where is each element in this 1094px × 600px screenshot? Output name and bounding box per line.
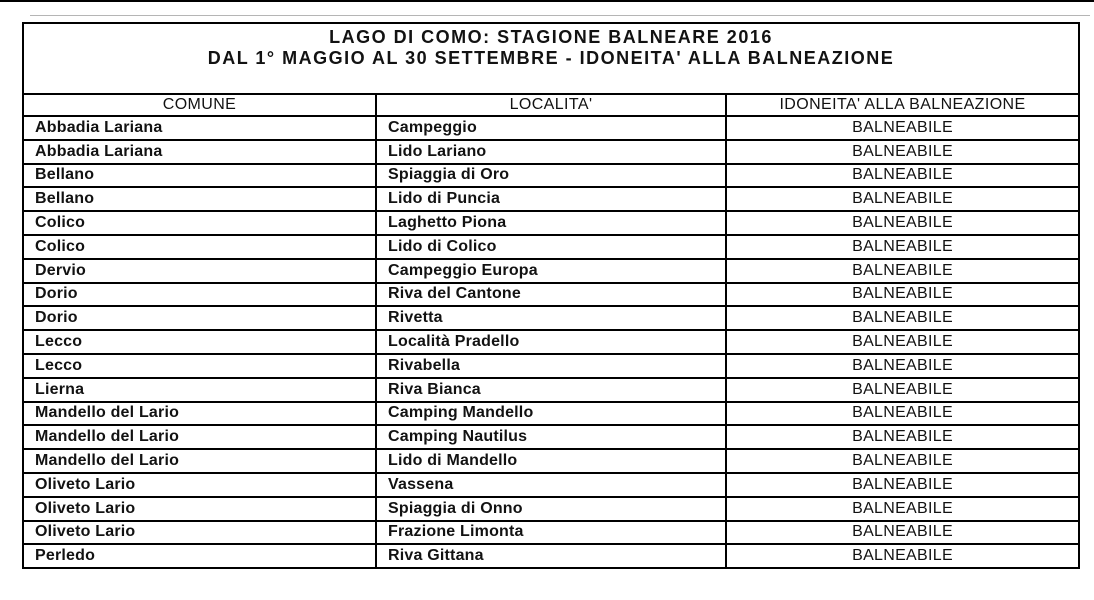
table-row bbox=[23, 449, 1079, 473]
localita-cell: Campeggio bbox=[376, 116, 726, 140]
comune-cell: Lierna bbox=[23, 378, 376, 402]
table-row bbox=[23, 544, 1079, 568]
status-cell: BALNEABILE bbox=[726, 211, 1079, 235]
column-header-row bbox=[23, 94, 1079, 116]
status-cell: BALNEABILE bbox=[726, 306, 1079, 330]
localita-cell: Frazione Limonta bbox=[376, 521, 726, 545]
table-row bbox=[23, 306, 1079, 330]
localita-cell: Lido di Puncia bbox=[376, 187, 726, 211]
table-row bbox=[23, 354, 1079, 378]
comune-cell: Mandello del Lario bbox=[23, 425, 376, 449]
comune-cell: Abbadia Lariana bbox=[23, 116, 376, 140]
comune-cell: Colico bbox=[23, 235, 376, 259]
title-line-1: LAGO DI COMO: STAGIONE BALNEARE 2016 bbox=[329, 27, 773, 47]
comune-cell: Lecco bbox=[23, 330, 376, 354]
comune-cell: Dervio bbox=[23, 259, 376, 283]
localita-cell: Camping Mandello bbox=[376, 402, 726, 426]
comune-cell: Bellano bbox=[23, 187, 376, 211]
status-cell: BALNEABILE bbox=[726, 449, 1079, 473]
comune-cell: Dorio bbox=[23, 283, 376, 307]
comune-cell: Oliveto Lario bbox=[23, 497, 376, 521]
localita-cell: Lido Lariano bbox=[376, 140, 726, 164]
status-cell: BALNEABILE bbox=[726, 187, 1079, 211]
comune-cell: Perledo bbox=[23, 544, 376, 568]
status-cell: BALNEABILE bbox=[726, 425, 1079, 449]
status-cell: BALNEABILE bbox=[726, 259, 1079, 283]
status-cell: BALNEABILE bbox=[726, 330, 1079, 354]
table-row bbox=[23, 497, 1079, 521]
localita-cell: Riva del Cantone bbox=[376, 283, 726, 307]
faint-horizontal-rule bbox=[30, 15, 1090, 16]
localita-cell: Rivabella bbox=[376, 354, 726, 378]
table-body bbox=[23, 116, 1079, 568]
status-cell: BALNEABILE bbox=[726, 402, 1079, 426]
comune-cell: Mandello del Lario bbox=[23, 449, 376, 473]
table-row bbox=[23, 283, 1079, 307]
localita-cell: Riva Bianca bbox=[376, 378, 726, 402]
localita-cell: Lido di Mandello bbox=[376, 449, 726, 473]
comune-cell: Oliveto Lario bbox=[23, 521, 376, 545]
status-cell: BALNEABILE bbox=[726, 354, 1079, 378]
table-row bbox=[23, 521, 1079, 545]
table-row bbox=[23, 164, 1079, 188]
column-header-idoneita: IDONEITA' ALLA BALNEAZIONE bbox=[726, 94, 1079, 116]
localita-cell: Riva Gittana bbox=[376, 544, 726, 568]
comune-cell: Abbadia Lariana bbox=[23, 140, 376, 164]
status-cell: BALNEABILE bbox=[726, 283, 1079, 307]
table-row bbox=[23, 473, 1079, 497]
table-row bbox=[23, 116, 1079, 140]
comune-cell: Colico bbox=[23, 211, 376, 235]
localita-cell: Rivetta bbox=[376, 306, 726, 330]
comune-cell: Mandello del Lario bbox=[23, 402, 376, 426]
status-cell: BALNEABILE bbox=[726, 544, 1079, 568]
localita-cell: Campeggio Europa bbox=[376, 259, 726, 283]
table-row bbox=[23, 378, 1079, 402]
table-row bbox=[23, 425, 1079, 449]
comune-cell: Lecco bbox=[23, 354, 376, 378]
localita-cell: Camping Nautilus bbox=[376, 425, 726, 449]
status-cell: BALNEABILE bbox=[726, 116, 1079, 140]
status-cell: BALNEABILE bbox=[726, 521, 1079, 545]
table-row bbox=[23, 402, 1079, 426]
comune-cell: Bellano bbox=[23, 164, 376, 188]
status-cell: BALNEABILE bbox=[726, 140, 1079, 164]
table-title bbox=[23, 23, 1079, 94]
table-row bbox=[23, 140, 1079, 164]
localita-cell: Laghetto Piona bbox=[376, 211, 726, 235]
title-line-2: DAL 1° MAGGIO AL 30 SETTEMBRE - IDONEITA' ALLA BALNEAZIONE bbox=[207, 48, 895, 68]
column-header-comune: COMUNE bbox=[23, 94, 376, 116]
localita-cell: Località Pradello bbox=[376, 330, 726, 354]
bathing-suitability-table bbox=[22, 22, 1080, 569]
table-row bbox=[23, 211, 1079, 235]
table-row bbox=[23, 259, 1079, 283]
localita-cell: Spiaggia di Onno bbox=[376, 497, 726, 521]
table-row bbox=[23, 330, 1079, 354]
localita-cell: Vassena bbox=[376, 473, 726, 497]
column-header-localita: LOCALITA' bbox=[376, 94, 726, 116]
localita-cell: Spiaggia di Oro bbox=[376, 164, 726, 188]
status-cell: BALNEABILE bbox=[726, 164, 1079, 188]
localita-cell: Lido di Colico bbox=[376, 235, 726, 259]
table-row bbox=[23, 235, 1079, 259]
page-top-edge-line bbox=[0, 0, 1094, 2]
status-cell: BALNEABILE bbox=[726, 473, 1079, 497]
table-row bbox=[23, 187, 1079, 211]
comune-cell: Dorio bbox=[23, 306, 376, 330]
comune-cell: Oliveto Lario bbox=[23, 473, 376, 497]
status-cell: BALNEABILE bbox=[726, 378, 1079, 402]
status-cell: BALNEABILE bbox=[726, 497, 1079, 521]
title-row bbox=[23, 23, 1079, 94]
status-cell: BALNEABILE bbox=[726, 235, 1079, 259]
